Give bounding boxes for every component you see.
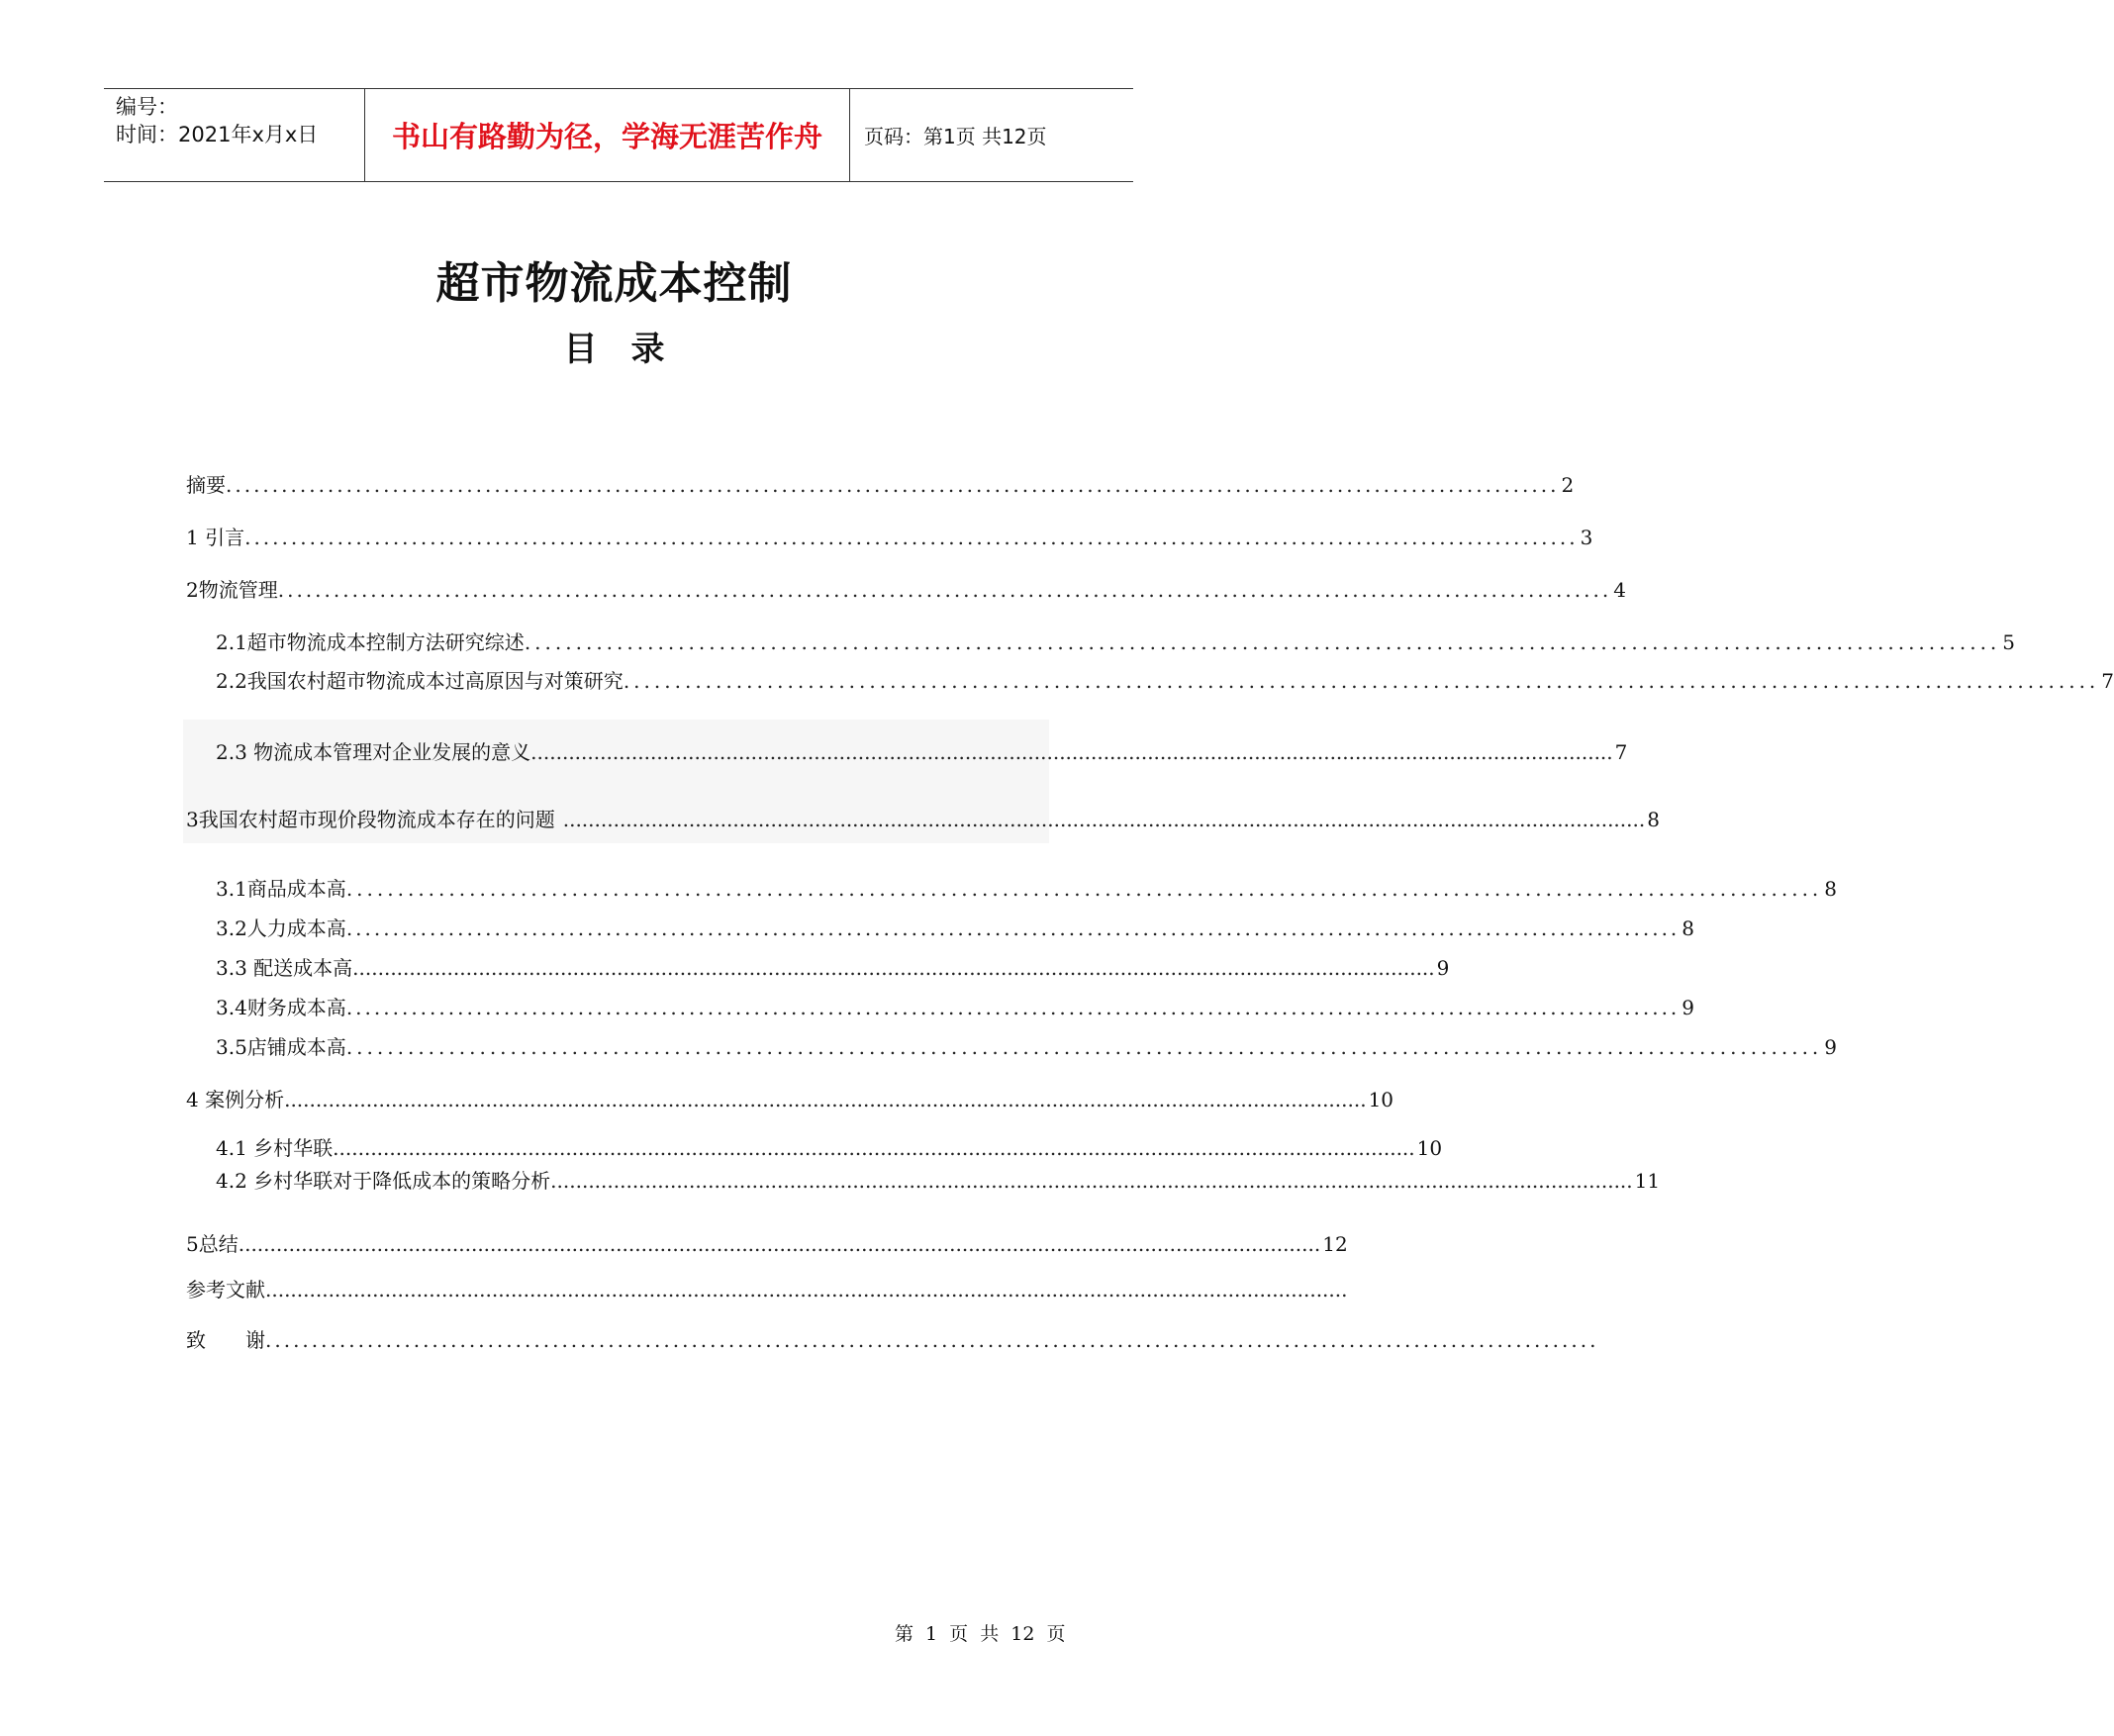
page-footer: 第 1 页 共 12 页 <box>895 1623 1066 1645</box>
toc-leader: ............................................................................................................................................................................ <box>284 1088 1367 1111</box>
toc-item[interactable] <box>216 913 1695 941</box>
toc-leader: ............................................................................................................................................................................ <box>530 740 1613 764</box>
toc-item[interactable] <box>186 469 1575 498</box>
toc-item[interactable] <box>186 522 1593 550</box>
toc-leader: ................................................................................................................................................ <box>345 916 1681 940</box>
toc-leader: ............................................................................................................................................................................ <box>333 1136 1415 1160</box>
toc-item-page: 10 <box>1368 1088 1394 1111</box>
toc-item-label: 3我国农村超市现价段物流成本存在的问题 <box>186 808 555 831</box>
toc-item-label: 1 引言 <box>186 526 245 549</box>
toc-item-page: 9 <box>1436 956 1450 980</box>
toc-leader: ............................................................................................................................................................................ <box>550 1169 1633 1193</box>
toc-item-label: 3.4财务成本高 <box>216 996 346 1019</box>
toc-item-label: 3.5店铺成本高 <box>216 1035 346 1059</box>
header-motto: 书山有路勤为径，学海无涯苦作舟 <box>364 89 850 181</box>
document-header <box>104 88 1133 182</box>
toc-item[interactable] <box>186 1228 1348 1257</box>
toc-item[interactable] <box>216 1165 1661 1194</box>
toc-item[interactable] <box>186 1324 1599 1353</box>
toc-item-page: 4 <box>1613 578 1626 602</box>
toc-leader: ............................................................................................................................................................................ <box>562 808 1646 831</box>
toc-leader: ................................................................................................................................................ <box>345 996 1681 1019</box>
toc-item-label: 5总结 <box>186 1232 239 1256</box>
toc-item-label: 摘要 <box>186 473 226 497</box>
toc-item[interactable] <box>216 873 1838 902</box>
toc-item-label: 2.3 物流成本管理对企业发展的意义 <box>216 740 531 764</box>
toc-item-label: 3.2人力成本高 <box>216 916 346 940</box>
toc-item[interactable] <box>216 665 2114 694</box>
toc-item-page: 10 <box>1416 1136 1443 1160</box>
header-page-label: 页码：第1页 共12页 <box>864 125 1047 148</box>
toc-heading: 目 录 <box>563 330 665 369</box>
toc-item-label: 致 谢 <box>186 1328 265 1352</box>
toc-leader: ................................................................................................................................................ <box>345 877 1823 901</box>
toc-item-label: 3.3 配送成本高 <box>216 956 353 980</box>
toc-item-label: 4.1 乡村华联 <box>216 1136 334 1160</box>
toc-item-label: 4.2 乡村华联对于降低成本的策略分析 <box>216 1169 551 1193</box>
toc-item[interactable] <box>216 627 2016 655</box>
toc-item[interactable] <box>186 1084 1394 1112</box>
toc-item-page: 7 <box>2101 669 2114 693</box>
toc-item-page: 11 <box>1634 1169 1661 1193</box>
toc-item[interactable] <box>186 1274 1348 1302</box>
toc-leader: ............................................................................................................................................................................ <box>352 956 1435 980</box>
toc-item[interactable] <box>186 574 1626 603</box>
header-time-label: 时间：2021年x月x日 <box>116 123 319 146</box>
toc-item-page: 8 <box>1824 877 1838 901</box>
toc-item[interactable] <box>216 736 1628 765</box>
toc-leader: ................................................................................................................................................ <box>226 473 1560 497</box>
toc-leader: ................................................................................................................................................ <box>623 669 2100 693</box>
toc-leader: ................................................................................................................................................ <box>524 630 2001 654</box>
toc-item-page: 5 <box>2002 630 2016 654</box>
toc-item-label: 2物流管理 <box>186 578 278 602</box>
toc-item[interactable] <box>216 1031 1838 1060</box>
toc-leader: ............................................................................................................................................................................ <box>238 1232 1321 1256</box>
toc-item-page: 7 <box>1614 740 1628 764</box>
header-meta <box>104 89 364 181</box>
toc-item-page: 9 <box>1824 1035 1838 1059</box>
toc-item-page: 8 <box>1647 808 1660 831</box>
toc-leader: ................................................................................................................................................ <box>244 526 1579 549</box>
toc-item-label: 3.1商品成本高 <box>216 877 346 901</box>
toc-item-page: 8 <box>1682 916 1695 940</box>
toc-item[interactable] <box>186 804 1660 832</box>
toc-leader: ............................................................................................................................................................................ <box>265 1278 1348 1302</box>
toc-item-label: 2.1超市物流成本控制方法研究综述 <box>216 630 525 654</box>
toc-item-page: 12 <box>1322 1232 1348 1256</box>
toc-item[interactable] <box>216 1132 1443 1161</box>
toc-leader: ................................................................................................................................................ <box>345 1035 1823 1059</box>
toc-item-label: 4 案例分析 <box>186 1088 285 1111</box>
header-number-label: 编号： <box>116 95 178 119</box>
toc-leader: ................................................................................................................................................ <box>277 578 1612 602</box>
toc-item-page: 2 <box>1561 473 1575 497</box>
toc-item-label: 2.2我国农村超市物流成本过高原因与对策研究 <box>216 669 624 693</box>
toc-item[interactable] <box>216 952 1450 981</box>
toc-item-page: 9 <box>1682 996 1695 1019</box>
toc-item-page: 3 <box>1580 526 1593 549</box>
toc-item-label: 参考文献 <box>186 1278 265 1302</box>
document-title: 超市物流成本控制 <box>435 258 793 309</box>
toc-item[interactable] <box>216 992 1695 1020</box>
toc-leader: ................................................................................................................................................ <box>265 1328 1599 1352</box>
